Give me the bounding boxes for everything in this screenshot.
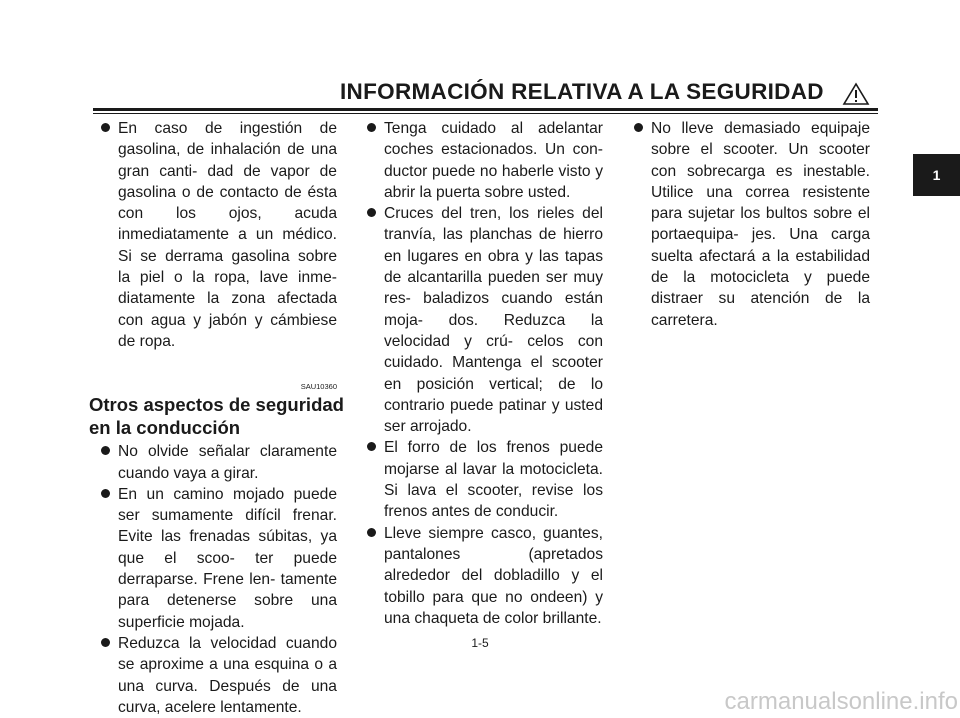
- header-rule: [93, 108, 878, 111]
- page-number: 1-5: [471, 636, 489, 650]
- header-rule-thin: [93, 113, 878, 114]
- list-item: El forro de los frenos puede mojarse al lavar la motocicleta. Si lava el scooter, revise los frenos antes de conducir.: [363, 437, 603, 522]
- column-2: [363, 118, 603, 629]
- list-item: Reduzca la velocidad cuando se aproxime a una esquina o a una curva. Después de una curva, acelere lentamente.: [97, 633, 337, 718]
- chapter-tab: 1: [913, 154, 960, 196]
- column-3: [630, 118, 870, 331]
- list-item: Tenga cuidado al adelantar coches estacionados. Un con- ductor puede no haberle visto y abrir la puerta sobre usted.: [363, 118, 603, 203]
- list-item: En caso de ingestión de gasolina, de inhalación de una gran canti- dad de vapor de gasolina o de contacto de ésta con los ojos, acuda inmediatamente a un médico. Si se derrama gasolina sobre la piel o la ropa, lave inme- diatamente la zona afectada con agua y jabón y cámbiese de ropa.: [97, 118, 337, 352]
- section-heading: Otros aspectos de seguridad en la conducción: [89, 394, 344, 439]
- page-title: INFORMACIÓN RELATIVA A LA SEGURIDAD: [340, 79, 824, 104]
- list-item: No lleve demasiado equipaje sobre el scooter. Un scooter con sobrecarga es inestable. Utilice una correa resistente para sujetar los bultos sobre el portaequipa- jes. Una carga suelta afectará a la estabilidad de la motocicleta y puede distraer su atención de la carretera.: [630, 118, 870, 331]
- list-item: Cruces del tren, los rieles del tranvía, las planchas de hierro en lugares en obra y las tapas de alcantarilla pueden ser muy res- baladizos cuando están moja- dos. Reduzca la velocidad y crú- celos con cuidado. Mantenga el scooter en posición vertical; de lo contrario puede patinar y usted ser arrojado.: [363, 203, 603, 437]
- list-item: Lleve siempre casco, guantes, pantalones (apretados alrededor del dobladillo y el tobillo para que no ondeen) y una chaqueta de color brillante.: [363, 523, 603, 629]
- list-item: En un camino mojado puede ser sumamente difícil frenar. Evite las frenadas súbitas, ya que el scoo- ter puede derraparse. Frene len- tamente para detenerse sobre una superficie mojada.: [97, 484, 337, 633]
- column-1: [89, 118, 344, 718]
- section-code: SAU10360: [300, 382, 337, 392]
- list-item: No olvide señalar claramente cuando vaya a girar.: [97, 441, 337, 484]
- watermark: carmanualsonline.info: [724, 688, 958, 715]
- warning-triangle-icon: [842, 82, 870, 106]
